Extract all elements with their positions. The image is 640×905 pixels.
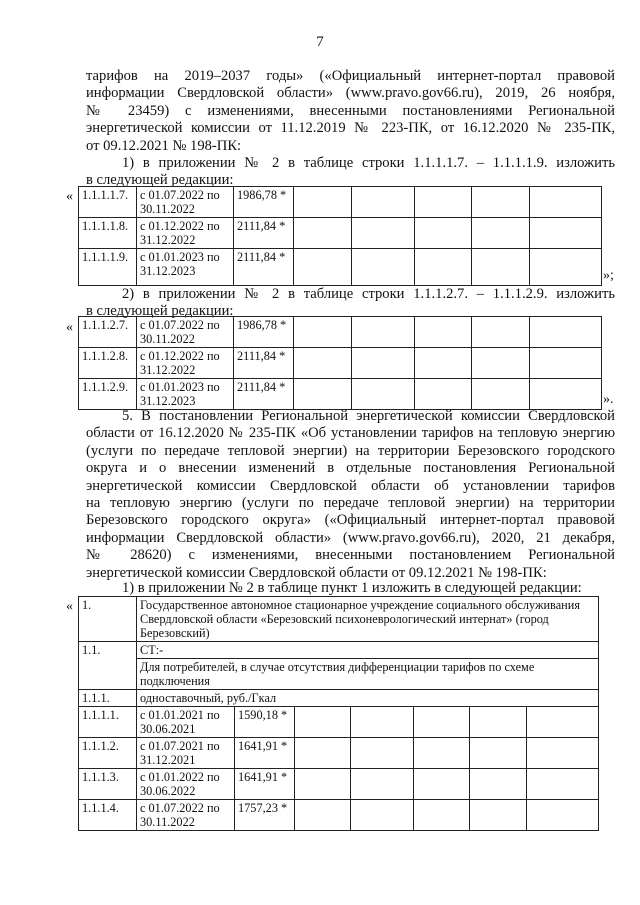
section5-paragraph xyxy=(86,408,615,582)
row-value: 2111,84 * xyxy=(234,249,294,286)
text-line: № 28620) с изменениями, внесенными постановлением Региональной xyxy=(86,547,615,564)
row-code: 1.1.1.1.7. xyxy=(79,187,137,218)
row-code: 1.1.1.2.9. xyxy=(79,379,137,410)
row-period: с 01.12.2022 по 31.12.2022 xyxy=(137,348,234,379)
empty-cell xyxy=(294,249,352,286)
empty-cell xyxy=(530,379,602,410)
row-value: 1986,78 * xyxy=(234,187,294,218)
empty-cell xyxy=(530,249,602,286)
row-value: 1757,23 * xyxy=(235,800,295,831)
empty-cell xyxy=(527,738,599,769)
text-line: информации Свердловской области» (www.pravo.gov66.ru), 2019, 26 ноября, xyxy=(86,85,615,102)
empty-cell xyxy=(527,707,599,738)
open-quote: « xyxy=(66,320,73,335)
empty-cell xyxy=(295,707,351,738)
empty-cell xyxy=(472,379,530,410)
text-line: тарифов на 2019–2037 годы» («Официальный интернет-портал правовой xyxy=(86,68,615,84)
row-period: с 01.12.2022 по 31.12.2022 xyxy=(137,218,234,249)
text-line: Березовского городского округа» («Официальный интернет-портал правовой xyxy=(86,512,615,529)
table-row xyxy=(79,218,602,249)
sub-label: СТ:- xyxy=(137,642,599,659)
item1-table xyxy=(78,186,602,286)
item2-table xyxy=(78,316,602,410)
consumers-text: Для потребителей, в случае отсутствия дифференциации тарифов по схеме подключения xyxy=(137,659,599,690)
text-line: в следующей редакции: xyxy=(86,172,234,189)
text-line: на тепловую энергию (услуги по передаче тепловой энергии) на территории xyxy=(86,495,615,512)
empty-cell xyxy=(415,379,472,410)
close-quote: »; xyxy=(603,268,614,283)
open-quote: « xyxy=(66,189,73,204)
org-code: 1. xyxy=(79,597,137,642)
table-row xyxy=(79,642,599,659)
row-period: с 01.07.2022 по 30.11.2022 xyxy=(137,800,235,831)
empty-cell xyxy=(472,317,530,348)
table-row xyxy=(79,707,599,738)
empty-cell xyxy=(351,769,414,800)
rate-label: одноставочный, руб./Гкал xyxy=(137,690,599,707)
item1-heading xyxy=(86,155,615,190)
item3-heading: 1) в приложении № 2 в таблице пункт 1 изложить в следующей редакции: xyxy=(122,580,582,596)
text-line: № 23459) с изменениями, внесенными постановлениями Региональной xyxy=(86,102,615,119)
row-value: 1590,18 * xyxy=(235,707,295,738)
page-number: 7 xyxy=(316,34,324,50)
empty-cell xyxy=(352,249,415,286)
table-row xyxy=(79,249,602,286)
row-code: 1.1.1.4. xyxy=(79,800,137,831)
table-row xyxy=(79,348,602,379)
table-row xyxy=(79,379,602,410)
empty-cell xyxy=(530,348,602,379)
table-row xyxy=(79,738,599,769)
row-code: 1.1.1.3. xyxy=(79,769,137,800)
empty-cell xyxy=(415,218,472,249)
row-value: 2111,84 * xyxy=(234,348,294,379)
empty-cell xyxy=(415,317,472,348)
row-period: с 01.07.2022 по 30.11.2022 xyxy=(137,317,234,348)
row-value: 2111,84 * xyxy=(234,218,294,249)
empty-cell xyxy=(294,218,352,249)
empty-cell xyxy=(470,769,527,800)
empty-cell xyxy=(415,249,472,286)
empty-cell xyxy=(352,317,415,348)
empty-cell xyxy=(414,738,470,769)
text-line: от 09.12.2021 № 198-ПК: xyxy=(86,137,242,154)
empty-cell xyxy=(470,707,527,738)
text-line: (услуги по передаче тепловой энергии) на территории Березовского городского xyxy=(86,442,615,459)
empty-cell xyxy=(352,348,415,379)
row-code: 1.1.1.2. xyxy=(79,738,137,769)
table-row xyxy=(79,317,602,348)
row-value: 1641,91 * xyxy=(235,738,295,769)
empty-cell xyxy=(295,800,351,831)
empty-cell xyxy=(351,800,414,831)
empty-cell xyxy=(352,218,415,249)
empty-cell xyxy=(414,707,470,738)
empty-cell xyxy=(351,707,414,738)
row-code: 1.1.1.2.8. xyxy=(79,348,137,379)
row-code: 1.1.1.1.9. xyxy=(79,249,137,286)
empty-cell xyxy=(470,800,527,831)
empty-cell xyxy=(530,218,602,249)
empty-cell xyxy=(295,769,351,800)
table-row xyxy=(79,187,602,218)
empty-cell xyxy=(294,187,352,218)
empty-cell xyxy=(414,800,470,831)
close-quote: ». xyxy=(603,392,614,407)
text-line: в следующей редакции: xyxy=(86,303,234,320)
row-value: 1641,91 * xyxy=(235,769,295,800)
row-period: с 01.07.2022 по 30.11.2022 xyxy=(137,187,234,218)
text-line: 1) в приложении № 2 в таблице строки 1.1.1.1.7. – 1.1.1.1.9. изложить xyxy=(122,155,615,171)
empty-cell xyxy=(472,348,530,379)
row-code: 1.1.1.1. xyxy=(79,707,137,738)
row-period: с 01.01.2023 по 31.12.2023 xyxy=(137,249,234,286)
empty-cell xyxy=(415,348,472,379)
empty-cell xyxy=(294,379,352,410)
empty-cell xyxy=(294,348,352,379)
row-value: 1986,78 * xyxy=(234,317,294,348)
rate-code: 1.1.1. xyxy=(79,690,137,707)
org-name: Государственное автономное стационарное учреждение социального обслуживания Свердловской области «Березовский психоневрологический интернат» (город Березовский) xyxy=(137,597,599,642)
text-line: 5. В постановлении Региональной энергетической комиссии Свердловской xyxy=(122,408,615,424)
text-line: области от 16.12.2020 № 235-ПК «Об установлении тарифов на тепловую энергию xyxy=(86,425,615,442)
empty-cell xyxy=(351,738,414,769)
empty-cell xyxy=(472,218,530,249)
table-row xyxy=(79,659,599,690)
row-code: 1.1.1.2.7. xyxy=(79,317,137,348)
empty-cell xyxy=(527,769,599,800)
empty-cell xyxy=(472,187,530,218)
text-line: энергетической комиссии Свердловской области об установлении тарифов xyxy=(86,477,615,494)
row-value: 2111,84 * xyxy=(234,379,294,410)
intro-paragraph xyxy=(86,68,615,155)
text-line: энергетической комиссии от 11.12.2019 № 223-ПК, от 16.12.2020 № 235-ПК, xyxy=(86,120,615,137)
empty-cell xyxy=(352,187,415,218)
row-period: с 01.01.2023 по 31.12.2023 xyxy=(137,379,234,410)
empty-cell xyxy=(472,249,530,286)
open-quote: « xyxy=(66,599,73,614)
row-period: с 01.01.2022 по 30.06.2022 xyxy=(137,769,235,800)
table-row xyxy=(79,769,599,800)
empty-cell xyxy=(530,317,602,348)
empty-cell xyxy=(415,187,472,218)
row-period: с 01.07.2021 по 31.12.2021 xyxy=(137,738,235,769)
empty-cell xyxy=(530,187,602,218)
sub-code: 1.1. xyxy=(79,642,137,690)
text-line: энергетической комиссии Свердловской области от 09.12.2021 № 198-ПК: xyxy=(86,564,547,581)
empty-cell xyxy=(527,800,599,831)
empty-cell xyxy=(294,317,352,348)
item3-table xyxy=(78,596,599,831)
table-row xyxy=(79,690,599,707)
empty-cell xyxy=(470,738,527,769)
row-code: 1.1.1.1.8. xyxy=(79,218,137,249)
empty-cell xyxy=(295,738,351,769)
text-line: 2) в приложении № 2 в таблице строки 1.1.1.2.7. – 1.1.1.2.9. изложить xyxy=(122,286,615,302)
empty-cell xyxy=(414,769,470,800)
empty-cell xyxy=(352,379,415,410)
row-period: с 01.01.2021 по 30.06.2021 xyxy=(137,707,235,738)
table-row xyxy=(79,800,599,831)
table-row xyxy=(79,597,599,642)
text-line: информации Свердловской области» (www.pravo.gov66.ru), 2020, 21 декабря, xyxy=(86,529,615,546)
text-line: округа и о внесении изменений в отдельные постановления Региональной xyxy=(86,460,615,477)
